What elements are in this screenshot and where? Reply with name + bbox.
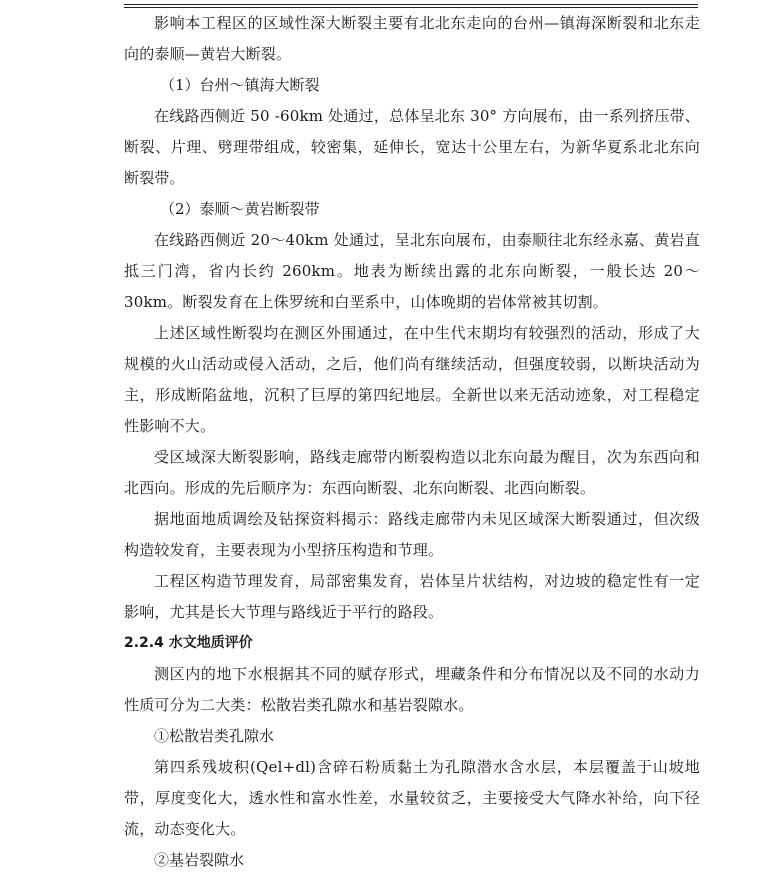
subheading-fissure-water: ②基岩裂隙水: [154, 851, 245, 869]
paragraph-survey-results: 据地面地质调绘及钻探资料揭示：路线走廊带内未见区域深大断裂通过，但次级构造较发育，主要表现为小型挤压构造和节理。: [124, 510, 700, 559]
header-rule-top: [124, 4, 698, 5]
subheading-pore-water: ①松散岩类孔隙水: [154, 727, 275, 745]
subheading-taizhou-zhenhai-fault: （1）台州～镇海大断裂: [160, 76, 320, 94]
paragraph-regional-faults: 影响本工程区的区域性深大断裂主要有北北东走向的台州—镇海深断裂和北东走向的泰顺—黄岩大断裂。: [124, 14, 700, 63]
paragraph-fault-activity: 上述区域性断裂均在测区外围通过，在中生代末期均有较强烈的活动，形成了大规模的火山活动或侵入活动，之后，他们尚有继续活动，但强度较弱，以断块活动为主，形成断陷盆地，沉积了巨厚的第四纪地层。全新世以来无活动迹象，对工程稳定性影响不大。: [124, 324, 700, 435]
paragraph-joint-development: 工程区构造节理发育，局部密集发育，岩体呈片状结构，对边坡的稳定性有一定影响，尤其是长大节理与路线近于平行的路段。: [124, 572, 700, 621]
paragraph-taishun-huangyan-fault: 在线路西侧近 20～40km 处通过，呈北东向展布，由泰顺往北东经永嘉、黄岩直抵三门湾，省内长约 260km。地表为断续出露的北东向断裂，一般长达 20～30km。断裂发育在上侏罗统和白垩系中，山体晚期的岩体常被其切割。: [124, 231, 700, 311]
paragraph-pore-water: 第四系残坡积(Qel+dl)含碎石粉质黏土为孔隙潜水含水层，本层覆盖于山坡地带，厚度变化大，透水性和富水性差，水量较贫乏，主要接受大气降水补给，向下径流，动态变化大。: [124, 758, 700, 838]
section-heading-hydrogeology: 2.2.4 水文地质评价: [124, 635, 253, 651]
paragraph-fault-influence: 受区域深大断裂影响，路线走廊带内断裂构造以北东向最为醒目，次为东西向和北西向。形成的先后顺序为：东西向断裂、北东向断裂、北西向断裂。: [124, 448, 700, 497]
paragraph-groundwater-types: 测区内的地下水根据其不同的赋存形式，埋藏条件和分布情况以及不同的水动力性质可分为二大类：松散岩类孔隙水和基岩裂隙水。: [124, 665, 700, 714]
paragraph-taizhou-zhenhai-fault: 在线路西侧近 50 -60km 处通过，总体呈北东 30° 方向展布，由一系列挤压带、断裂、片理、劈理带组成，较密集，延伸长，宽达十公里左右，为新华夏系北北东向断裂带。: [124, 107, 700, 187]
document-body: [124, 8, 700, 876]
subheading-taishun-huangyan-fault: （2）泰顺～黄岩断裂带: [160, 200, 320, 218]
